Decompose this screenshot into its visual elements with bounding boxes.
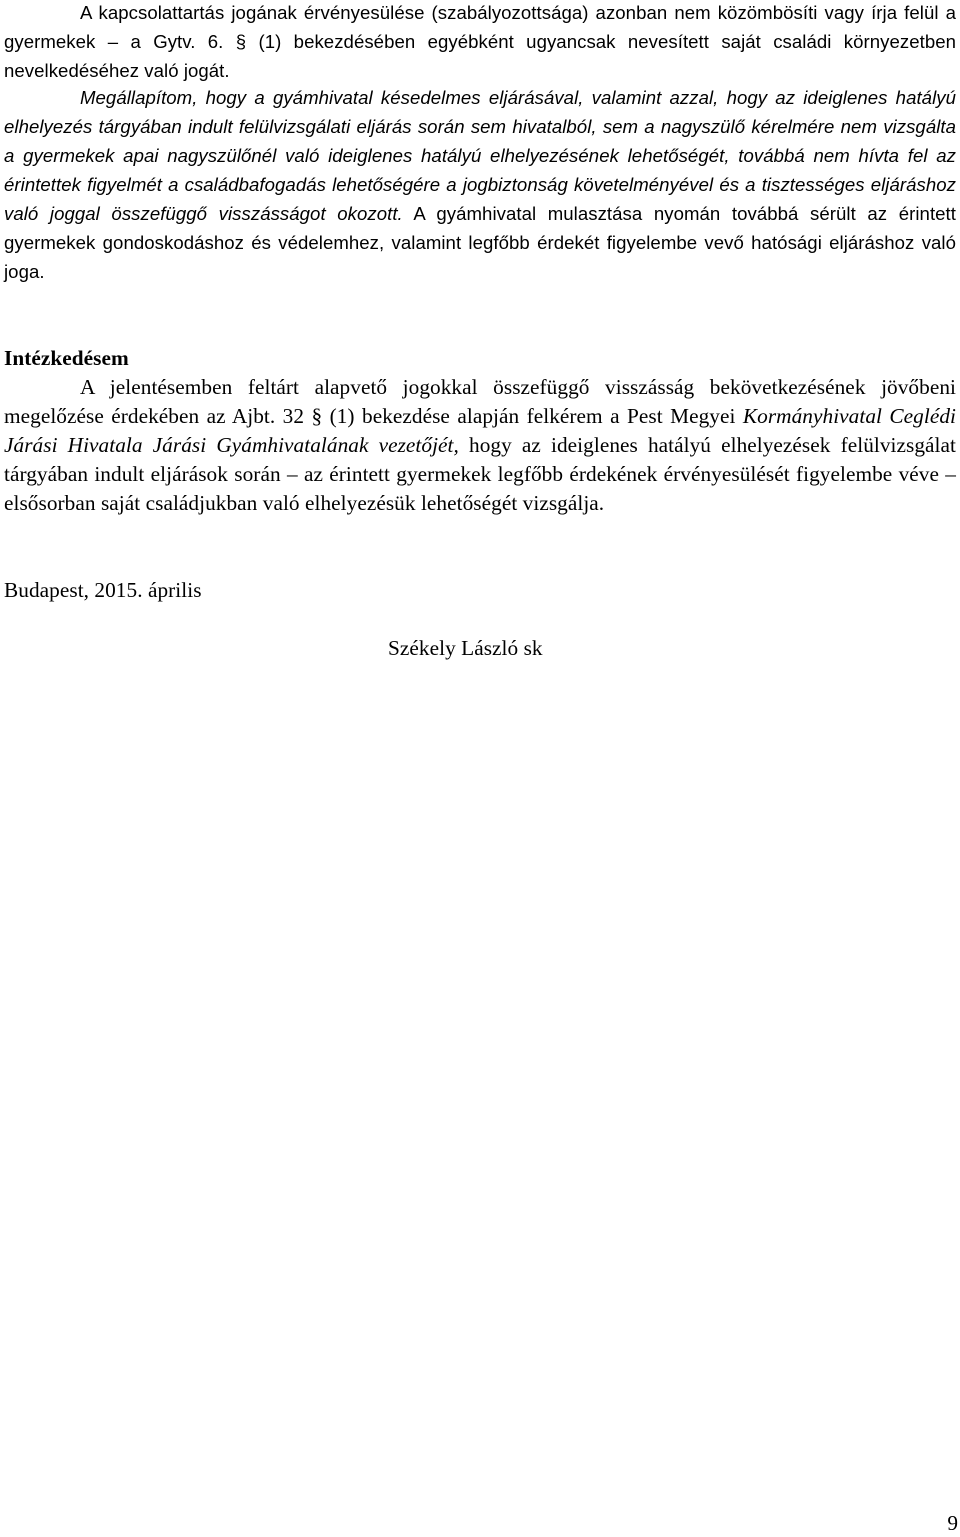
finding-paragraph (4, 83, 956, 286)
document-page (4, 0, 956, 1537)
intro-paragraph: A kapcsolattartás jogának érvényesülése (szabályozottsága) azonban nem közömbösíti vagy írja felül a gyermekek – a Gytv. 6. § (1) bekezdésében egyébként ugyancsak nevesített saját családi környezetben nevelkedéséhez való jogát. (4, 2, 956, 81)
signature: Székely László sk (388, 636, 543, 660)
page-number: 9 (947, 1511, 958, 1535)
finding-text-violation: A gyámhivatal mulasztása nyomán továbbá sérült az érintett gyermekek gondoskodáshoz és védelemhez, valamint legfőbb érdekét figyelembe vevő hatósági eljáráshoz való joga. (4, 203, 956, 282)
measure-text-end: hogy az ideiglenes hatályú elhelyezések felülvizsgálat tárgyában indult eljárások során – az érintett gyermekek legfőbb érdekének érvényesülését figyelembe véve – elsősorban saját családjukban való elhelyezésük lehetőségét vizsgálja. (4, 433, 956, 515)
section-heading-measure: Intézkedésem (4, 346, 129, 370)
place-and-date: Budapest, 2015. április (4, 578, 202, 602)
measure-text-start: A jelentésemben feltárt alapvető jogokkal összefüggő visszásság bekövetkezésének jövőbeni megelőzése érdekében az Ajbt. 32 § (1) bekezdése alapján felkérem a Pest Megyei (4, 375, 956, 428)
measure-addressee: Kormányhivatal Ceglédi Járási Hivatala Járási Gyámhivatalának vezetőjét, (4, 404, 957, 457)
measure-paragraph (4, 373, 956, 518)
finding-text-italic: Megállapítom, hogy a gyámhivatal késedelmes eljárásával, valamint azzal, hogy az ideiglenes hatályú elhelyezés tárgyában indult felülvizsgálati eljárás során sem hivatalból, sem a nagyszülő kérelmére nem vizsgálta a gyermekek apai nagyszülőnél való ideiglenes hatályú elhelyezésének lehetőségét, továbbá nem hívta fel az érintettek figyelmét a családbafogadás lehetőségére a jogbiztonság követelményével és a tisztességes eljáráshoz való joggal összefüggő visszásságot okozott. (4, 87, 956, 224)
